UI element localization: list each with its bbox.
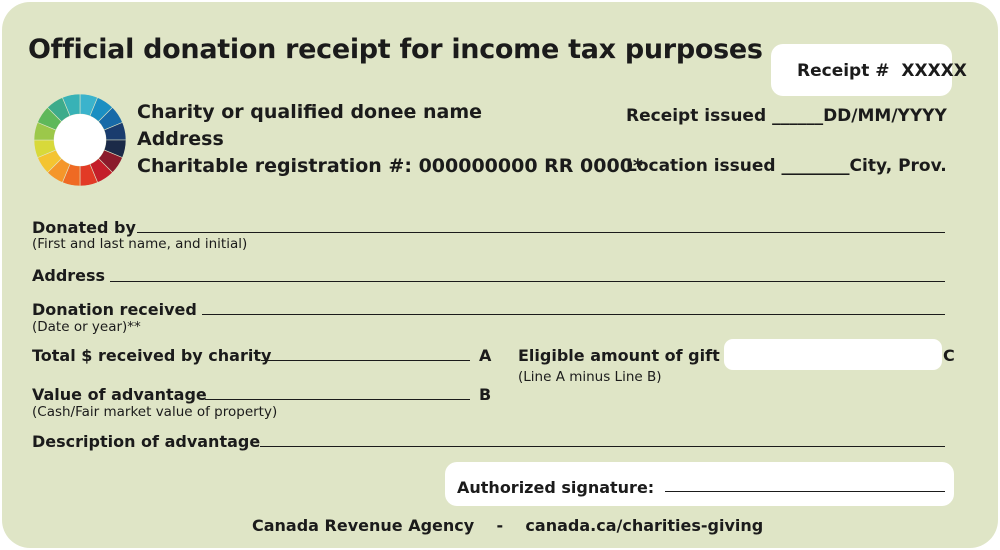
eligible-amount-field[interactable] (724, 339, 942, 370)
authorized-signature-label: Authorized signature: (457, 478, 655, 497)
line-c-marker: C (943, 346, 955, 365)
footer (252, 516, 763, 535)
description-of-advantage-line[interactable] (260, 446, 945, 447)
eligible-amount-note: (Line A minus Line B) (518, 369, 662, 385)
description-of-advantage-label: Description of advantage (32, 432, 261, 451)
footer-agency: Canada Revenue Agency (252, 516, 475, 535)
receipt-issued (626, 106, 947, 126)
address-line[interactable] (110, 281, 945, 282)
footer-url[interactable]: canada.ca/charities-giving (525, 516, 764, 535)
address-label: Address (32, 266, 106, 285)
donated-by-note: (First and last name, and initial) (32, 236, 248, 252)
donation-received-note: (Date or year)** (32, 319, 141, 335)
charity-address: Address (137, 128, 224, 150)
value-of-advantage-note: (Cash/Fair market value of property) (32, 404, 278, 420)
receipt-number-value: XXXXX (901, 61, 967, 81)
line-b-marker: B (479, 385, 492, 404)
authorized-signature-line[interactable] (665, 491, 945, 492)
location-issued-blank: ________ (781, 156, 850, 176)
footer-separator: - (496, 516, 504, 535)
receipt-number-label: Receipt # (797, 61, 890, 81)
color-ring-logo-icon (32, 92, 128, 188)
total-received-label: Total $ received by charity (32, 346, 272, 365)
donated-by-line[interactable] (137, 232, 945, 233)
total-received-line[interactable] (261, 360, 470, 361)
location-issued (626, 156, 947, 176)
charity-name: Charity or qualified donee name (137, 101, 483, 123)
charity-registration: Charitable registration #: 000000000 RR 0000* (137, 155, 643, 177)
location-issued-value: City, Prov. (849, 156, 947, 176)
receipt-title: Official donation receipt for income tax purposes (28, 34, 763, 65)
logo-center (54, 114, 106, 166)
receipt-number (797, 61, 967, 81)
receipt-issued-label: Receipt issued (626, 106, 767, 126)
value-of-advantage-line[interactable] (205, 399, 470, 400)
receipt-issued-date: DD/MM/YYYY (823, 106, 947, 126)
line-a-marker: A (479, 346, 492, 365)
value-of-advantage-label: Value of advantage (32, 385, 207, 404)
donated-by-label: Donated by (32, 218, 136, 237)
donation-received-line[interactable] (202, 314, 945, 315)
donation-received-label: Donation received (32, 300, 197, 319)
receipt-issued-blank: ______ (772, 106, 824, 126)
eligible-amount-label: Eligible amount of gift (518, 346, 720, 365)
location-issued-label: Location issued (626, 156, 776, 176)
